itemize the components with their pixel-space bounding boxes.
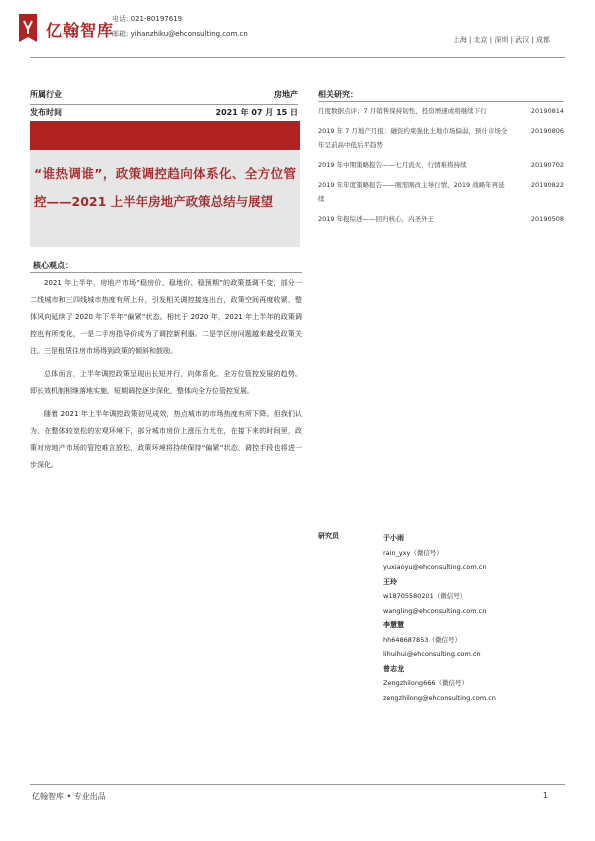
researcher-wechat: hh648687853（微信号） (383, 635, 461, 644)
city-list: 上海 | 北京 | 深圳 | 武汉 | 成都 (452, 36, 550, 44)
industry-label: 所属行业 (30, 90, 62, 99)
related-research-heading: 相关研究： (318, 90, 358, 99)
email-label: 邮箱: (112, 30, 129, 38)
related-item-title[interactable]: 2019 年年度策略报告——刚需刚改主导行情，2019 战略年再延续 (318, 181, 505, 203)
researcher-email[interactable]: zengzhilong@ehconsulting.com.cn (383, 693, 496, 702)
related-item-title[interactable]: 2019 年中期策略报告——七月流火，行情难将持续 (318, 161, 467, 169)
body-paragraph-3: 随着 2021 年上半年调控政策初见成效，热点城市的市场热度有所下降。但我们认为，在整体较宽松的宏观环境下，部分城市房价上涨压力尤在，在接下来的时间里，政策对房地产市场的管控难言放松，政策环境将持续保持“偏紧”状态，调控手段也将进一步深化。 (30, 410, 302, 469)
page-number: 1 (542, 791, 548, 800)
phone-number: 021-80197619 (130, 15, 183, 23)
footer-brand: 亿翰智库 • 专业出品 (32, 792, 106, 801)
related-item-date: 20190822 (530, 181, 564, 189)
header-divider (30, 57, 565, 58)
industry-row (30, 89, 298, 105)
industry-value: 房地产 (274, 90, 298, 99)
researcher-email[interactable]: lihuihui@ehconsulting.com.cn (383, 650, 481, 658)
researcher-name: 王玲 (383, 577, 397, 586)
report-title: “谁热调谁”，政策调控趋向体系化、全方位管控——2021 上半年房地产政策总结与展望 (34, 166, 296, 209)
related-item[interactable] (318, 158, 564, 172)
related-item-date: 20190702 (530, 161, 564, 169)
related-item-date: 20190814 (530, 107, 564, 115)
related-item[interactable] (318, 124, 564, 152)
related-item-title[interactable]: 月度数据点评：7 月销售保持韧性，投资增速或将继续下行 (318, 107, 487, 115)
researcher-email[interactable]: wangling@ehconsulting.com.cn (383, 606, 487, 615)
date-label: 发布时间 (30, 108, 62, 117)
footer-divider (30, 784, 565, 785)
related-item-title[interactable]: 2019 年 7 月地产月报：融资约束强化土地市场偏弱，预计市场全年呈前高中低后平趋势 (318, 127, 508, 149)
researcher-wechat: Zengzhilong666（微信号） (383, 679, 468, 687)
researcher-email[interactable]: yuxiaoyu@ehconsulting.com.cn (383, 563, 487, 571)
related-item-date: 20190508 (530, 215, 564, 223)
related-item[interactable] (318, 212, 564, 226)
report-body (30, 275, 302, 480)
logo-text: 亿翰智库 (46, 20, 115, 40)
related-item-title[interactable]: 2019 年报综述——回归核心，内圣外王 (318, 215, 435, 223)
researchers-label: 研究员 (318, 532, 339, 540)
researcher-name: 李慧慧 (383, 621, 404, 629)
contact-info (112, 12, 248, 42)
date-value: 2021 年 07 月 15 日 (215, 108, 298, 117)
related-divider (318, 101, 564, 102)
related-item[interactable] (318, 104, 564, 118)
researcher-wechat: rain_yxy（微信号） (383, 548, 443, 557)
title-banner (30, 121, 300, 150)
core-views-heading: 核心观点： (33, 261, 73, 270)
logo-icon (15, 12, 41, 46)
researcher-name: 曾志龙 (383, 664, 404, 673)
related-item-date: 20190806 (530, 127, 564, 135)
related-research-list (318, 104, 564, 226)
body-paragraph-2: 总体而言，上半年调控政策呈现出长短并行，向体系化、全方位管控发展的趋势。即长效机制相继落地实施，短期调控逐步深化，整体向全方位管控发展。 (30, 370, 302, 395)
body-paragraph-1: 2021 年上半年，房地产市场“稳房价、稳地价、稳预期”的政策基调不变，部分一二线城市和三四线城市热度有所上升，引发相关调控接连出台，政策空间再度收紧，整体风向延续了 2020 年下半年“偏紧”状态。相比于 2020 年，2021 年上半年的政策调控也有所变化，一是二手房指导价成为了调控新利器。二是学区房问题越来越受政策关注。三是租赁住房市场得到政策的倾斜和鼓励。 (30, 279, 302, 355)
researcher-wechat: w18705580201（微信号） (383, 592, 467, 600)
title-box (30, 150, 300, 247)
contact-email[interactable]: yihanzhiku@ehconsulting.com.cn (130, 30, 248, 38)
researcher-list (383, 531, 496, 705)
related-item[interactable] (318, 178, 564, 206)
core-divider (30, 272, 302, 273)
company-logo (15, 12, 114, 46)
phone-label: 电话: (112, 15, 129, 23)
researcher-name: 于小雨 (383, 534, 404, 542)
